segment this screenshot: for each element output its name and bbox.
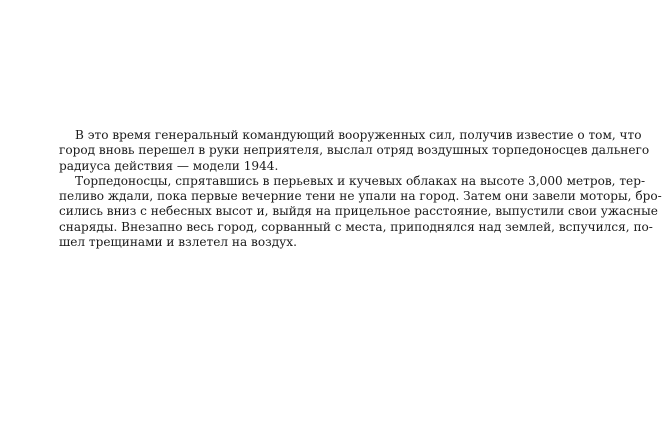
text-line: пеливо ждали, пока первые вечерние тени не упали на город. Затем они завели моторы, бро- [59, 189, 662, 204]
text-line: шел трещинами и взлетел на воздух. [59, 235, 297, 250]
text-line: Торпедоносцы, спрятавшись в перьевых и кучевых облаках на высоте 3,000 метров, тер- [75, 173, 646, 188]
text-line: сились вниз с небесных высот и, выйдя на прицельное расстояние, выпустили свои ужасные [59, 204, 658, 219]
text-line: снаряды. Внезапно весь город, сорванный с места, приподнялся над землей, вспучился, по- [59, 219, 653, 234]
text-line: город вновь перешел в руки неприятеля, выслал отряд воздушных торпедоносцев дальнего [59, 143, 650, 158]
text-line: В это время генеральный командующий вооруженных сил, получив известие о том, что [75, 128, 642, 142]
paragraph-1 [59, 128, 650, 174]
text-line: радиуса действия — модели 1944. [59, 158, 279, 173]
paragraph-2 [59, 173, 662, 250]
body-text [59, 128, 662, 250]
